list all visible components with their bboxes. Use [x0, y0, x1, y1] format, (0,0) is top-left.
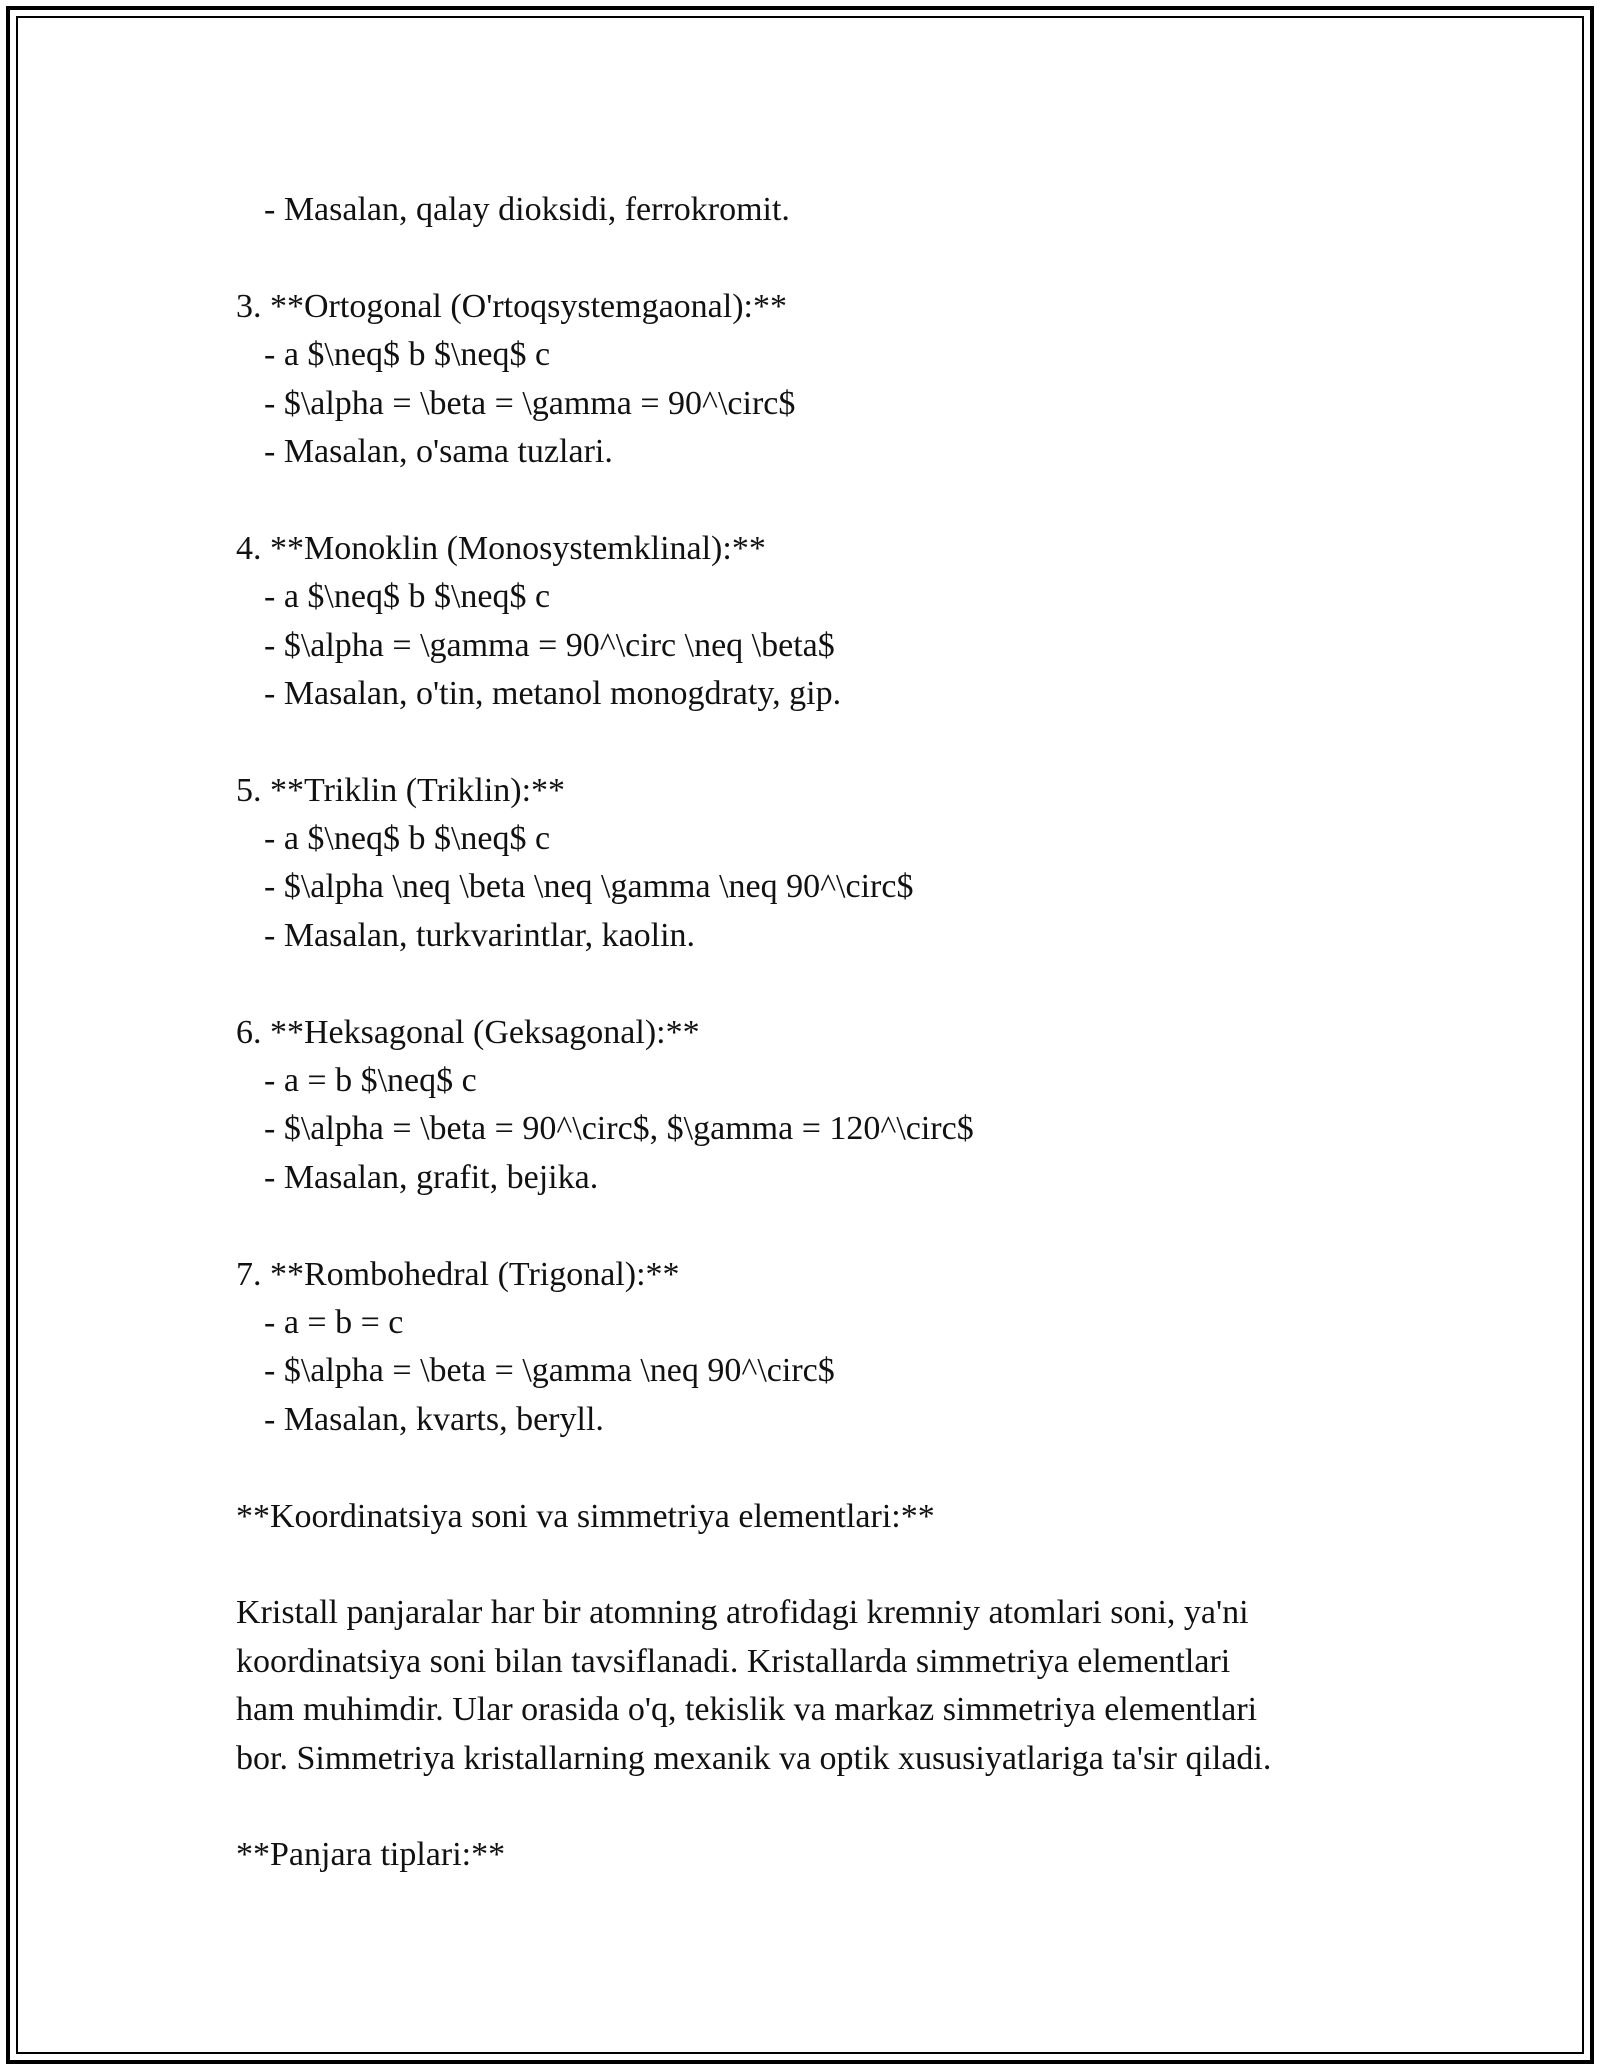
list-item: - Masalan, grafit, bejika. — [264, 1158, 599, 1196]
list-item: - a = b = c — [264, 1303, 404, 1341]
section-heading: 6. **Heksagonal (Geksagonal):** — [236, 1013, 700, 1051]
list-item: - a $\neq$ b $\neq$ c — [264, 578, 551, 616]
list-item: - $\alpha = \beta = \gamma \neq 90^\circ$ — [264, 1352, 835, 1390]
list-item: - a $\neq$ b $\neq$ c — [264, 820, 551, 858]
list-item: - Masalan, o'sama tuzlari. — [264, 432, 613, 470]
list-item: - Masalan, kvarts, beryll. — [264, 1400, 604, 1438]
section-heading: 4. **Monoklin (Monosystemklinal):** — [236, 529, 766, 567]
document-body — [236, 186, 1436, 1880]
list-item: - Masalan, turkvarintlar, kaolin. — [264, 916, 696, 954]
list-item: - a = b $\neq$ c — [264, 1062, 477, 1100]
list-item: - $\alpha = \gamma = 90^\circ \neq \beta$ — [264, 626, 835, 664]
section-heading: **Panjara tiplari:** — [236, 1836, 506, 1874]
section-heading: 7. **Rombohedral (Trigonal):** — [236, 1255, 680, 1293]
paragraph-line: koordinatsiya soni bilan tavsiflanadi. Kristallarda simmetriya elementlari — [236, 1642, 1231, 1680]
paragraph-line: ham muhimdir. Ular orasida o'q, tekislik va markaz simmetriya elementlari — [236, 1691, 1258, 1729]
list-item: - Masalan, qalay dioksidi, ferrokromit. — [264, 191, 790, 228]
section-heading: 5. **Triklin (Triklin):** — [236, 771, 566, 809]
list-item: - a $\neq$ b $\neq$ c — [264, 336, 551, 374]
list-item: - Masalan, o'tin, metanol monogdraty, gip. — [264, 674, 842, 712]
paragraph-line: bor. Simmetriya kristallarning mexanik va optik xususiyatlariga ta'sir qiladi. — [236, 1739, 1272, 1777]
section-heading: **Koordinatsiya soni va simmetriya elementlari:** — [236, 1497, 935, 1535]
list-item: - $\alpha = \beta = 90^\circ$, $\gamma = 120^\circ$ — [264, 1110, 974, 1148]
list-item: - $\alpha = \beta = \gamma = 90^\circ$ — [264, 384, 796, 422]
list-item: - $\alpha \neq \beta \neq \gamma \neq 90^\circ$ — [264, 868, 914, 906]
paragraph-line: Kristall panjaralar har bir atomning atrofidagi kremniy atomlari soni, ya'ni — [236, 1594, 1249, 1632]
section-heading: 3. **Ortogonal (O'rtoqsystemgaonal):** — [236, 287, 787, 325]
